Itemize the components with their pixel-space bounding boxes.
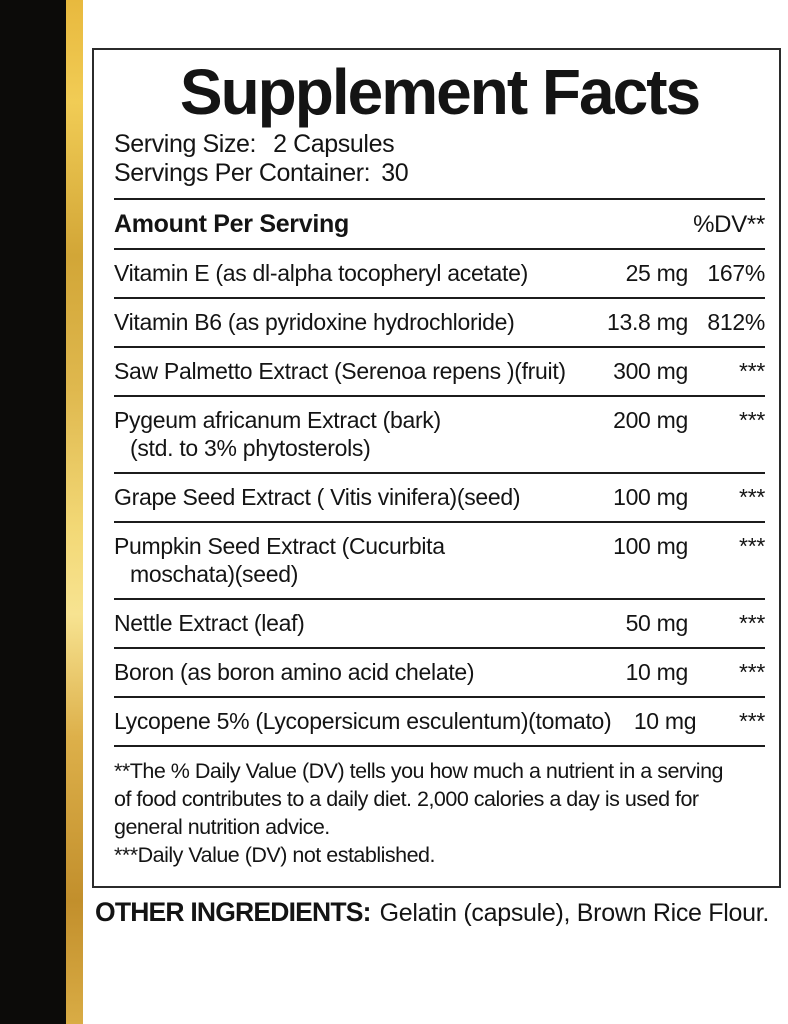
ingredient-dv: *** xyxy=(739,484,765,510)
servings-per-container-label: Servings Per Container: xyxy=(114,159,371,187)
ingredient-name-line2: (std. to 3% phytosterols) xyxy=(130,435,371,461)
ingredient-row xyxy=(114,250,765,297)
ingredient-name: Vitamin E (as dl-alpha tocopheryl acetate) xyxy=(114,260,528,286)
gold-accent-stripe xyxy=(66,0,83,1024)
other-ingredients-line xyxy=(95,897,769,928)
amount-per-serving-heading: Amount Per Serving xyxy=(114,210,349,238)
ingredient-name: Saw Palmetto Extract (Serenoa repens )(fruit) xyxy=(114,358,566,384)
footnote-line: **The % Daily Value (DV) tells you how much a nutrient in a serving xyxy=(114,759,724,783)
serving-info xyxy=(114,130,765,188)
ingredient-row xyxy=(114,600,765,647)
ingredient-amount: 300 mg xyxy=(613,358,688,384)
table-header xyxy=(114,200,765,248)
servings-per-container-value: 30 xyxy=(381,159,409,187)
ingredient-name: Pygeum africanum Extract (bark) xyxy=(114,407,441,433)
ingredient-name: Nettle Extract (leaf) xyxy=(114,610,305,636)
ingredient-name: Vitamin B6 (as pyridoxine hydrochloride) xyxy=(114,309,515,335)
ingredient-dv: *** xyxy=(739,358,765,384)
ingredient-row xyxy=(114,299,765,346)
ingredient-row xyxy=(114,649,765,696)
serving-size-value: 2 Capsules xyxy=(273,130,395,158)
ingredient-rows xyxy=(114,250,765,747)
ingredient-name: Boron (as boron amino acid chelate) xyxy=(114,659,475,685)
ingredient-dv: 167% xyxy=(707,260,765,286)
ingredient-name: Lycopene 5% (Lycopersicum esculentum)(tomato) xyxy=(114,708,612,734)
servings-per-container-line xyxy=(114,159,765,188)
ingredient-row xyxy=(114,474,765,521)
ingredient-amount: 200 mg xyxy=(613,407,688,433)
serving-size-line xyxy=(114,130,765,159)
ingredient-amount: 50 mg xyxy=(625,610,688,636)
ingredient-amount: 25 mg xyxy=(625,260,688,286)
ingredient-row xyxy=(114,397,765,472)
ingredient-dv: *** xyxy=(739,659,765,685)
footnote-line: ***Daily Value (DV) not established. xyxy=(114,843,435,867)
ingredient-amount: 10 mg xyxy=(633,708,697,734)
footnote-line: general nutrition advice. xyxy=(114,815,330,839)
ingredient-dv: *** xyxy=(739,610,765,636)
serving-size-label: Serving Size: xyxy=(114,130,257,158)
ingredient-dv: *** xyxy=(739,407,765,433)
ingredient-dv: 812% xyxy=(707,309,765,335)
footnote-line: of food contributes to a daily diet. 2,000 calories a day is used for xyxy=(114,787,699,811)
ingredient-amount: 10 mg xyxy=(625,659,688,685)
ingredient-row xyxy=(114,348,765,395)
left-black-bar xyxy=(0,0,66,1024)
ingredient-amount: 100 mg xyxy=(613,533,688,559)
footnote-block xyxy=(114,747,765,869)
ingredient-amount: 100 mg xyxy=(613,484,688,510)
panel-title: Supplement Facts xyxy=(179,56,700,128)
ingredient-amount: 13.8 mg xyxy=(606,309,688,335)
ingredient-dv: *** xyxy=(739,533,765,559)
other-ingredients-label: OTHER INGREDIENTS: xyxy=(95,897,371,927)
ingredient-name-line2: moschata)(seed) xyxy=(130,561,299,587)
ingredient-name: Pumpkin Seed Extract (Cucurbita xyxy=(114,533,445,559)
percent-dv-heading: %DV** xyxy=(693,210,765,238)
ingredient-name: Grape Seed Extract ( Vitis vinifera)(seed) xyxy=(114,484,521,510)
ingredient-row xyxy=(114,523,765,598)
supplement-facts-panel xyxy=(92,48,781,888)
other-ingredients-value: Gelatin (capsule), Brown Rice Flour. xyxy=(379,899,769,927)
ingredient-dv: *** xyxy=(739,708,765,734)
ingredient-row xyxy=(114,698,765,745)
